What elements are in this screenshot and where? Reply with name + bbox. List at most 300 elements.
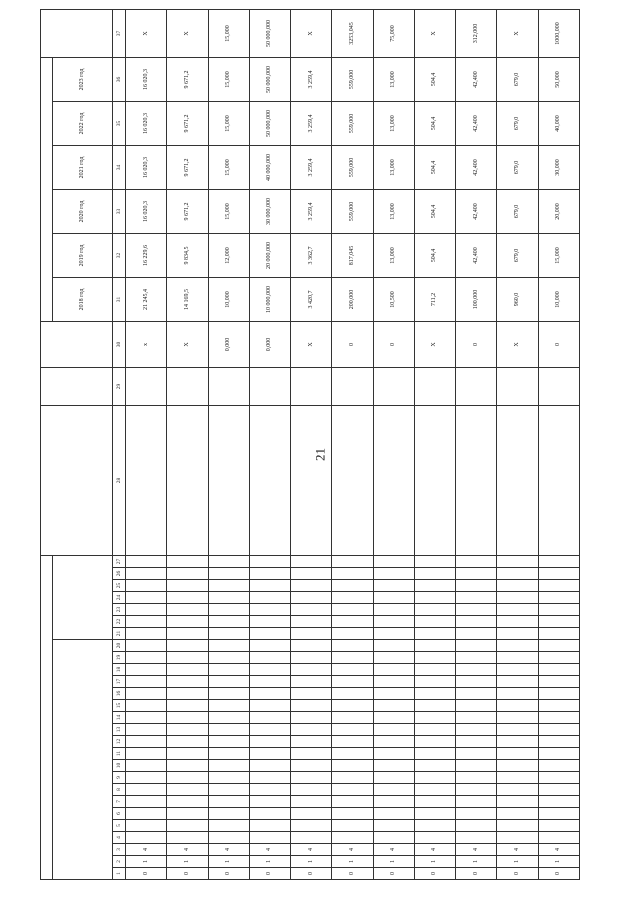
code-cell (456, 736, 497, 748)
code-cell (497, 652, 538, 664)
code-cell (291, 664, 332, 676)
code-cell (456, 808, 497, 820)
code-cell: 0 (332, 868, 373, 880)
column-number-cell: 36 (113, 57, 126, 101)
actual-value-cell: X (414, 321, 455, 367)
unit-cell (126, 367, 167, 405)
code-cell (538, 604, 579, 616)
table-row (538, 9, 579, 879)
code-cell (414, 616, 455, 628)
year-value-cell: 960,0 (497, 277, 538, 321)
code-cell (291, 616, 332, 628)
code-cell (332, 724, 373, 736)
column-number-cell: 12 (113, 736, 126, 748)
table-body (126, 9, 580, 879)
indicator-name-cell (126, 405, 167, 555)
table-row (373, 9, 414, 879)
actual-header (41, 321, 113, 367)
code-cell (208, 724, 249, 736)
code-cell (249, 748, 290, 760)
code-cell: 0 (291, 868, 332, 880)
code-cell (414, 568, 455, 580)
code-cell (291, 568, 332, 580)
unit-cell (167, 367, 208, 405)
code-cell (291, 808, 332, 820)
code-cell (538, 580, 579, 592)
code-cell (126, 700, 167, 712)
code-cell (167, 808, 208, 820)
code-cell (167, 784, 208, 796)
indicator-name-cell (414, 405, 455, 555)
code-cell (538, 688, 579, 700)
code-cell (456, 616, 497, 628)
code-cell (373, 724, 414, 736)
code-cell (332, 616, 373, 628)
code-cell (497, 712, 538, 724)
code-cell (208, 700, 249, 712)
code-cell: 4 (332, 844, 373, 856)
code-cell (126, 808, 167, 820)
code-cell (538, 616, 579, 628)
year-value-cell: 30 000,000 (249, 189, 290, 233)
year-value-cell: 42,400 (456, 101, 497, 145)
code-cell (373, 555, 414, 567)
code-cell (414, 808, 455, 820)
year-value-cell: 16 020,3 (126, 189, 167, 233)
code-cell (332, 760, 373, 772)
code-cell (332, 748, 373, 760)
code-cell (167, 712, 208, 724)
code-cell (208, 604, 249, 616)
code-cell (291, 820, 332, 832)
code-cell (167, 616, 208, 628)
code-cell (497, 664, 538, 676)
code-cell: 4 (249, 844, 290, 856)
code-cell (538, 628, 579, 640)
code-cell (126, 820, 167, 832)
code-cell (167, 664, 208, 676)
code-cell (538, 796, 579, 808)
code-cell (249, 664, 290, 676)
code-cell (291, 736, 332, 748)
year-value-cell: 3 362,7 (291, 233, 332, 277)
code-cell (167, 676, 208, 688)
code-cell (373, 772, 414, 784)
code-cell: 1 (538, 856, 579, 868)
actual-value-cell: X (497, 321, 538, 367)
year-value-cell: 679,0 (497, 189, 538, 233)
year-value-cell: 559,000 (332, 189, 373, 233)
target-value-cell: X (291, 9, 332, 57)
code-cell (208, 592, 249, 604)
name-header (41, 405, 113, 555)
actual-value-cell: 0,000 (208, 321, 249, 367)
column-number-cell: 24 (113, 592, 126, 604)
year-value-cell: 15,000 (208, 101, 249, 145)
year-value-cell: 504,4 (414, 233, 455, 277)
code-cell (414, 688, 455, 700)
column-number-cell: 32 (113, 233, 126, 277)
code-cell (126, 568, 167, 580)
code-cell: 1 (414, 856, 455, 868)
year-value-cell: 10,000 (538, 277, 579, 321)
code-cell: 0 (497, 868, 538, 880)
code-cell: 0 (249, 868, 290, 880)
code-cell (167, 736, 208, 748)
year-value-cell: 12,000 (208, 233, 249, 277)
code-cell: 1 (373, 856, 414, 868)
code-cell (332, 736, 373, 748)
code-cell (126, 640, 167, 652)
code-cell (414, 628, 455, 640)
year-value-cell: 3 259,4 (291, 57, 332, 101)
code-cell (208, 748, 249, 760)
column-number-cell: 20 (113, 640, 126, 652)
code-cell (373, 736, 414, 748)
year-value-cell: 504,4 (414, 57, 455, 101)
code-cell: 1 (291, 856, 332, 868)
code-cell (167, 604, 208, 616)
code-cell: 4 (538, 844, 579, 856)
code-cell (249, 796, 290, 808)
code-cell (249, 760, 290, 772)
code-cell: 4 (291, 844, 332, 856)
code-cell (126, 832, 167, 844)
year-value-cell: 42,400 (456, 57, 497, 101)
code-cell (456, 568, 497, 580)
code-cell (167, 700, 208, 712)
code-cell (538, 712, 579, 724)
code-cell (126, 736, 167, 748)
column-number-cell: 15 (113, 700, 126, 712)
column-number-cell: 21 (113, 628, 126, 640)
code-cell (126, 664, 167, 676)
code-cell (291, 604, 332, 616)
year-value-cell: 13,000 (373, 145, 414, 189)
year-value-cell: 10,500 (373, 277, 414, 321)
table-row (126, 9, 167, 879)
code-cell (167, 592, 208, 604)
code-cell (249, 724, 290, 736)
code-cell (414, 724, 455, 736)
code-cell (291, 676, 332, 688)
code-cell (249, 772, 290, 784)
column-number-cell: 18 (113, 664, 126, 676)
code-cell: 4 (497, 844, 538, 856)
code-cell (456, 772, 497, 784)
additional-subheader (53, 555, 113, 639)
year-value-cell: 13,000 (373, 233, 414, 277)
year-value-cell: 817,045 (332, 233, 373, 277)
code-cell (208, 832, 249, 844)
code-cell (414, 580, 455, 592)
code-cell (538, 664, 579, 676)
code-cell: 1 (497, 856, 538, 868)
code-cell (208, 784, 249, 796)
code-cell (456, 796, 497, 808)
code-cell (126, 592, 167, 604)
code-cell: 4 (126, 844, 167, 856)
code-cell: 0 (538, 868, 579, 880)
code-cell: 0 (373, 868, 414, 880)
code-cell (249, 700, 290, 712)
year-value-cell: 679,0 (497, 233, 538, 277)
column-number-cell: 4 (113, 832, 126, 844)
year-value-cell: 40 000,000 (249, 145, 290, 189)
code-cell (249, 820, 290, 832)
code-cell (249, 832, 290, 844)
year-header: 2022 год (53, 101, 113, 145)
code-cell (332, 820, 373, 832)
column-number-cell: 31 (113, 277, 126, 321)
code-cell (414, 772, 455, 784)
indicator-name-cell (291, 405, 332, 555)
code-cell (249, 736, 290, 748)
column-number-cell: 7 (113, 796, 126, 808)
code-cell (291, 580, 332, 592)
code-cell (373, 640, 414, 652)
code-cell (332, 580, 373, 592)
target-header (41, 9, 113, 57)
target-value-cell: 3253,045 (332, 9, 373, 57)
unit-cell (414, 367, 455, 405)
code-cell (249, 580, 290, 592)
code-cell (373, 748, 414, 760)
year-header: 2019 год (53, 233, 113, 277)
column-number-cell: 34 (113, 145, 126, 189)
code-cell: 1 (332, 856, 373, 868)
actual-value-cell: X (291, 321, 332, 367)
code-cell (291, 700, 332, 712)
target-value-cell: X (414, 9, 455, 57)
code-cell (249, 652, 290, 664)
year-value-cell: 504,4 (414, 145, 455, 189)
code-cell (414, 592, 455, 604)
unit-cell (373, 367, 414, 405)
code-cell (456, 664, 497, 676)
column-number-cell: 30 (113, 321, 126, 367)
code-cell (126, 784, 167, 796)
year-value-cell: 504,4 (414, 101, 455, 145)
code-cell (126, 555, 167, 567)
year-value-cell: 20,000 (538, 189, 579, 233)
code-cell (373, 760, 414, 772)
unit-cell (456, 367, 497, 405)
code-cell (208, 640, 249, 652)
column-number-cell: 29 (113, 367, 126, 405)
code-cell (497, 592, 538, 604)
column-number-cell: 27 (113, 555, 126, 567)
year-value-cell: 559,000 (332, 101, 373, 145)
code-cell (497, 808, 538, 820)
year-value-cell: 14 169,5 (167, 277, 208, 321)
column-number-cell: 19 (113, 652, 126, 664)
column-number-cell: 35 (113, 101, 126, 145)
code-cell (291, 748, 332, 760)
code-cell (373, 784, 414, 796)
year-value-cell: 16 020,3 (126, 145, 167, 189)
year-value-cell: 3 420,7 (291, 277, 332, 321)
code-cell (208, 555, 249, 567)
code-cell (291, 772, 332, 784)
indicator-name-cell (538, 405, 579, 555)
column-number-cell: 6 (113, 808, 126, 820)
code-cell (126, 688, 167, 700)
table-row (497, 9, 538, 879)
code-cell (497, 772, 538, 784)
target-value-cell: X (126, 9, 167, 57)
code-cell (208, 820, 249, 832)
code-cell (249, 640, 290, 652)
year-value-cell: 15,000 (208, 145, 249, 189)
code-cell (249, 604, 290, 616)
code-cell (208, 712, 249, 724)
code-cell (249, 592, 290, 604)
year-value-cell: 711,2 (414, 277, 455, 321)
code-cell (373, 652, 414, 664)
code-cell (291, 796, 332, 808)
code-cell (208, 580, 249, 592)
code-cell (538, 760, 579, 772)
code-cell (291, 760, 332, 772)
code-cell (291, 688, 332, 700)
code-cell (414, 784, 455, 796)
code-cell (497, 724, 538, 736)
year-value-cell: 13,000 (373, 57, 414, 101)
code-cell (497, 555, 538, 567)
column-number-cell: 25 (113, 580, 126, 592)
year-value-cell: 10 000,000 (249, 277, 290, 321)
code-cell: 4 (167, 844, 208, 856)
code-cell: 0 (456, 868, 497, 880)
code-cell (332, 555, 373, 567)
group-codes-header (41, 555, 53, 879)
code-cell (373, 604, 414, 616)
year-value-cell: 50 000,000 (249, 101, 290, 145)
code-cell (249, 568, 290, 580)
code-cell (414, 555, 455, 567)
code-cell (126, 712, 167, 724)
year-value-cell: 50 000,000 (249, 57, 290, 101)
code-cell (373, 700, 414, 712)
year-value-cell: 9 671,2 (167, 57, 208, 101)
code-cell (249, 712, 290, 724)
code-cell (208, 616, 249, 628)
code-cell (332, 772, 373, 784)
page-number: 21 (312, 448, 328, 461)
code-cell (414, 640, 455, 652)
target-value-cell: 75,000 (373, 9, 414, 57)
year-value-cell: 3 259,4 (291, 145, 332, 189)
target-value-cell: 312,000 (456, 9, 497, 57)
code-cell (332, 700, 373, 712)
table-row (414, 9, 455, 879)
code-cell (373, 796, 414, 808)
code-cell (249, 808, 290, 820)
code-cell: 4 (414, 844, 455, 856)
code-cell (456, 784, 497, 796)
code-cell (373, 808, 414, 820)
rotated-table-sheet (40, 20, 580, 880)
code-cell (497, 628, 538, 640)
table-row (208, 9, 249, 879)
code-cell (538, 832, 579, 844)
code-cell (497, 832, 538, 844)
code-cell (373, 628, 414, 640)
year-value-cell: 15,000 (208, 57, 249, 101)
code-cell (332, 628, 373, 640)
code-cell (126, 760, 167, 772)
code-cell (497, 688, 538, 700)
code-cell (332, 832, 373, 844)
actual-value-cell: 0 (332, 321, 373, 367)
code-cell: 1 (249, 856, 290, 868)
year-value-cell: 42,400 (456, 145, 497, 189)
code-cell: 0 (208, 868, 249, 880)
code-cell (538, 748, 579, 760)
code-cell (497, 616, 538, 628)
code-cell (126, 604, 167, 616)
program-indicators-table (40, 9, 580, 880)
column-number-cell: 14 (113, 712, 126, 724)
code-cell (208, 736, 249, 748)
year-value-cell: 42,400 (456, 189, 497, 233)
code-cell: 1 (126, 856, 167, 868)
column-number-cell: 22 (113, 616, 126, 628)
code-cell: 4 (373, 844, 414, 856)
code-cell (414, 664, 455, 676)
code-cell (497, 676, 538, 688)
code-cell (249, 628, 290, 640)
code-cell (291, 724, 332, 736)
table-row (332, 9, 373, 879)
code-cell (456, 580, 497, 592)
code-cell (456, 760, 497, 772)
year-value-cell: 50,000 (538, 57, 579, 101)
year-value-cell: 679,0 (497, 57, 538, 101)
code-cell (414, 796, 455, 808)
code-cell (497, 640, 538, 652)
year-value-cell: 100,000 (456, 277, 497, 321)
column-number-cell: 28 (113, 405, 126, 555)
code-cell (332, 604, 373, 616)
code-cell: 4 (456, 844, 497, 856)
year-value-cell: 15,000 (538, 233, 579, 277)
code-cell (456, 748, 497, 760)
code-cell (538, 808, 579, 820)
year-value-cell: 16 229,6 (126, 233, 167, 277)
column-number-cell: 1 (113, 868, 126, 880)
years-group-header (41, 57, 53, 321)
unit-cell (332, 367, 373, 405)
code-cell (126, 796, 167, 808)
code-cell: 1 (167, 856, 208, 868)
code-cell (456, 832, 497, 844)
unit-cell (538, 367, 579, 405)
code-cell (497, 568, 538, 580)
year-value-cell: 504,4 (414, 189, 455, 233)
code-cell (208, 796, 249, 808)
code-cell (456, 820, 497, 832)
code-cell: 0 (414, 868, 455, 880)
code-cell (126, 772, 167, 784)
table-row (167, 9, 208, 879)
column-number-cell: 13 (113, 724, 126, 736)
column-number-cell: 11 (113, 748, 126, 760)
year-value-cell: 9 834,5 (167, 233, 208, 277)
code-cell (291, 628, 332, 640)
year-value-cell: 40,000 (538, 101, 579, 145)
